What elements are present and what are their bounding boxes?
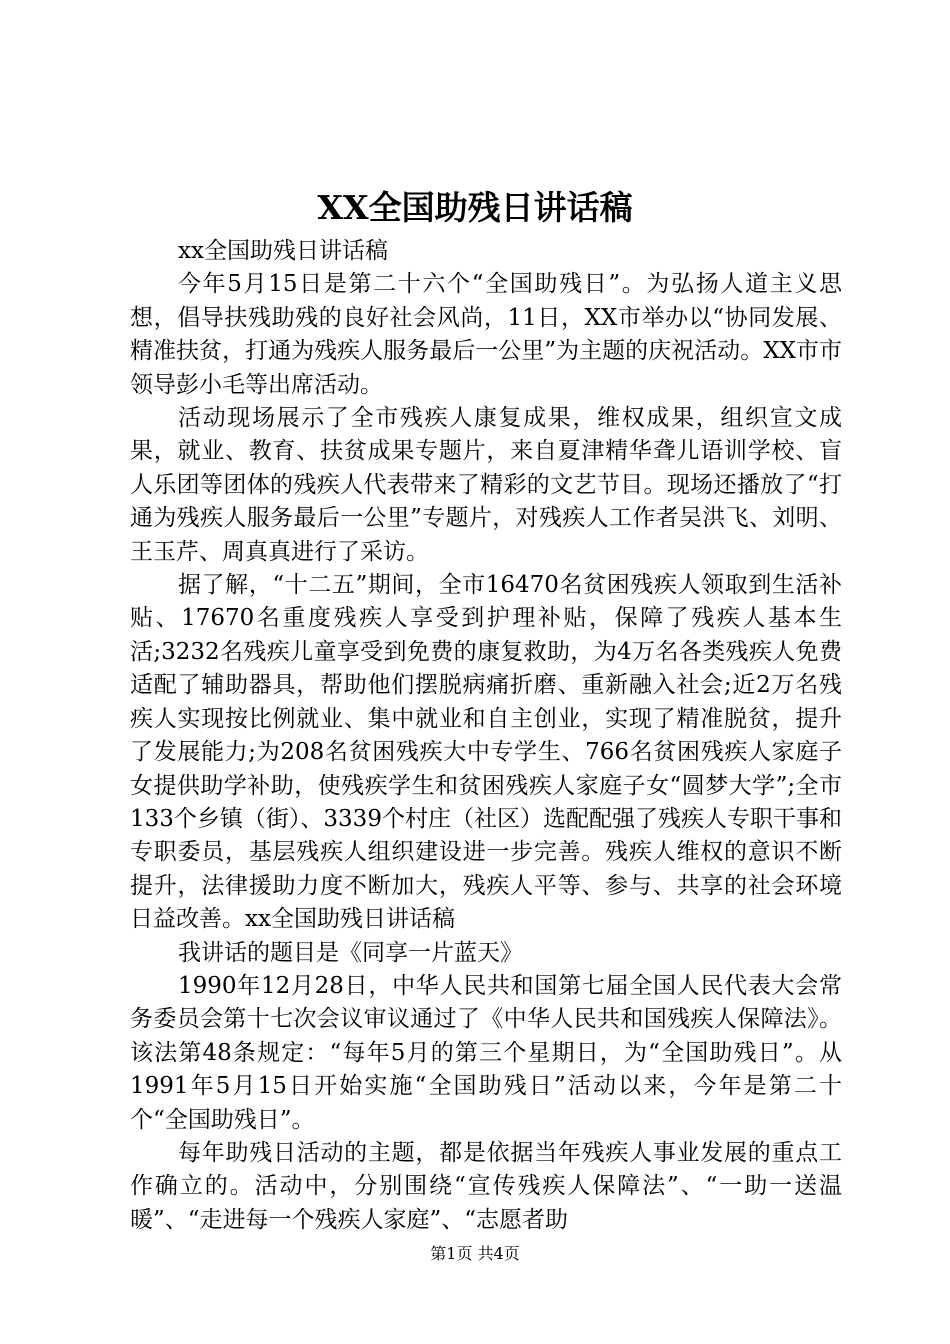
- paragraph: xx全国助残日讲话稿: [178, 238, 388, 264]
- paragraph: 1990年12月28日，中华人民共和国第七届全国人民代表大会常务委员会第十七次会议审议通过了《中华人民共和国残疾人保障法》。该法第48条规定：“每年5月的第三个星期日，为“全国助残日”。从1991年5月15日开始实施“全国助残日”活动以来，今年是第二十个“全国助残日”。: [130, 972, 842, 1133]
- paragraph: 今年5月15日是第二十六个“全国助残日”。为弘扬人道主义思想，倡导扶残助残的良好社会风尚，11日，XX市举办以“协同发展、精准扶贫，打通为残疾人服务最后一公里”为主题的庆祝活动。XX市市领导彭小毛等出席活动。: [130, 271, 842, 398]
- document-body: [130, 235, 842, 1237]
- paragraph: 据了解，“十二五”期间，全市16470名贫困残疾人领取到生活补贴、17670名重度残疾人享受到护理补贴，保障了残疾人基本生活;3232名残疾儿童享受到免费的康复救助，为4万名各类残疾人免费适配了辅助器具，帮助他们摆脱病痛折磨、重新融入社会;近2万名残疾人实现按比例就业、集中就业和自主创业，实现了精准脱贫，提升了发展能力;为208名贫困残疾大中专学生、766名贫困残疾人家庭子女提供助学补助，使残疾学生和贫困残疾人家庭子女“圆梦大学”;全市133个乡镇（街）、3339个村庄（社区）选配配强了残疾人专职干事和专职委员，基层残疾人组织建设进一步完善。残疾人维权的意识不断提升，法律援助力度不断加大，残疾人平等、参与、共享的社会环境日益改善。xx全国助残日讲话稿: [130, 572, 842, 933]
- paragraph: 我讲话的题目是《同享一片蓝天》: [178, 939, 523, 966]
- document-title: XX全国助残日讲话稿: [317, 188, 633, 227]
- paragraph: 每年助残日活动的主题，都是依据当年残疾人事业发展的重点工作确立的。活动中，分别围绕“宣传残疾人保障法”、“一助一送温暖”、“走进每一个残疾人家庭”、“志愿者助: [130, 1139, 842, 1233]
- page-footer: 第1页 共4页: [430, 1244, 520, 1263]
- paragraph: 活动现场展示了全市残疾人康复成果，维权成果，组织宣文成果，就业、教育、扶贫成果专题片，来自夏津精华聋儿语训学校、盲人乐团等团体的残疾人代表带来了精彩的文艺节目。现场还播放了“打通为残疾人服务最后一公里”专题片，对残疾人工作者吴洪飞、刘明、王玉芹、周真真进行了采访。: [130, 405, 842, 565]
